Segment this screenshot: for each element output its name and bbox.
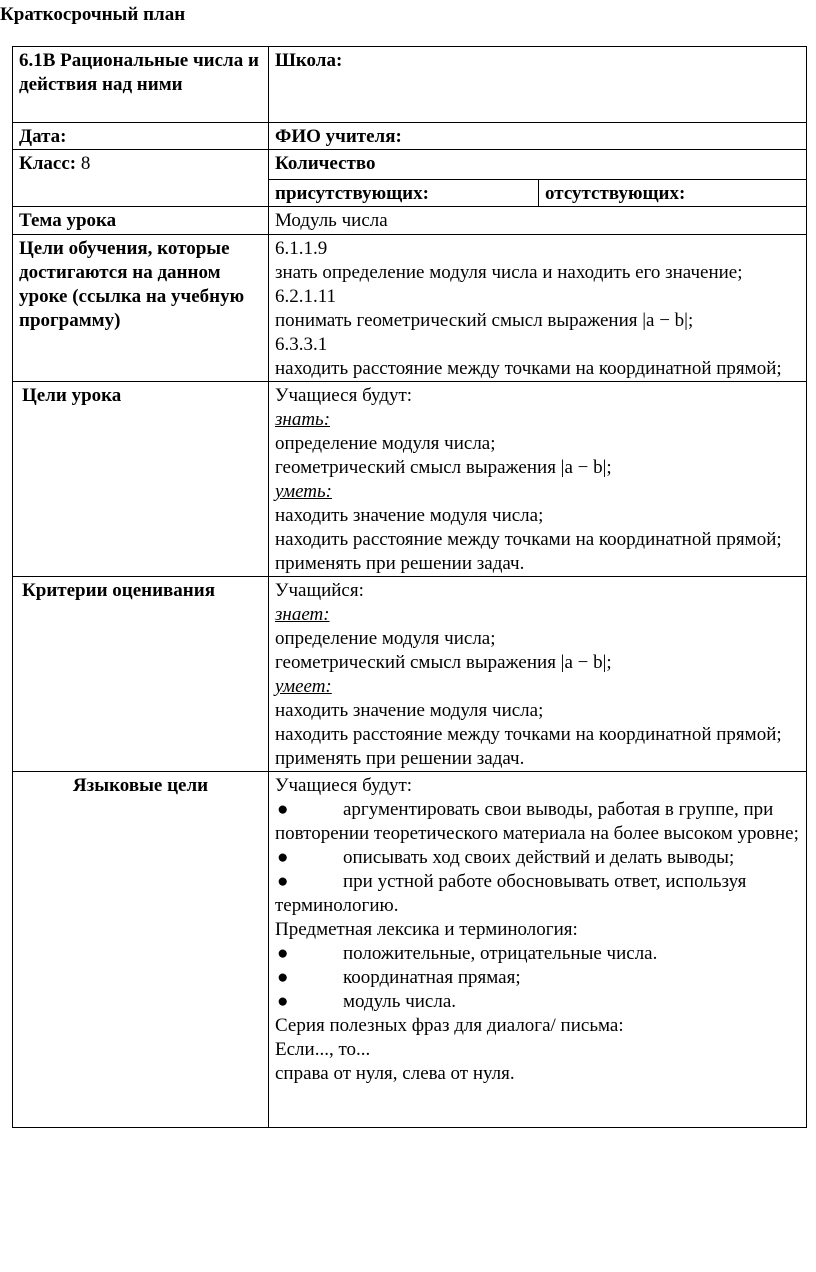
bullet-item: ● аргументировать свои выводы, работая в группе, при повторении теоретического материала на более высоком уровне; [275, 799, 799, 844]
phrases-heading: Серия полезных фраз для диалога/ письма: [275, 1015, 624, 1036]
criteria-label: Критерии оценивания [13, 577, 269, 772]
school-label: Школа: [269, 47, 807, 123]
absent-label: отсутствующих: [539, 180, 807, 207]
criteria-row [13, 577, 807, 772]
bullet-icon: ● [277, 871, 289, 892]
can-heading: уметь: [275, 481, 332, 502]
can-heading: умеет: [275, 676, 332, 697]
bullet-icon: ● [277, 847, 289, 868]
phrase-item: справа от нуля, слева от нуля. [275, 1063, 515, 1084]
header-row-section [13, 47, 807, 123]
document-title: Краткосрочный план [0, 4, 186, 25]
objectives-content [269, 235, 807, 382]
topic-row [13, 207, 807, 235]
goal-item: находить расстояние между точками на координатной прямой; [275, 529, 782, 550]
teacher-label: ФИО учителя: [269, 123, 807, 150]
topic-value: Модуль числа [269, 207, 807, 235]
goal-item: определение модуля числа; [275, 433, 496, 454]
criteria-item: определение модуля числа; [275, 628, 496, 649]
knows-heading: знает: [275, 604, 330, 625]
vocab-heading: Предметная лексика и терминология: [275, 919, 578, 940]
objective-text: находить расстояние между точками на координатной прямой; [275, 358, 782, 379]
criteria-item: находить расстояние между точками на координатной прямой; [275, 724, 782, 745]
goals-intro: Учащиеся будут: [275, 385, 413, 406]
bullet-icon: ● [277, 799, 289, 820]
objective-code: 6.2.1.11 [275, 286, 337, 307]
objective-code: 6.3.3.1 [275, 334, 328, 355]
topic-label: Тема урока [13, 207, 269, 235]
lesson-goals-label: Цели урока [13, 382, 269, 577]
bullet-icon: ● [277, 943, 289, 964]
vocab-item: ● модуль числа. [277, 991, 457, 1012]
language-intro: Учащиеся будут: [275, 775, 413, 796]
goal-item: находить значение модуля числа; [275, 505, 544, 526]
language-label: Языковые цели [13, 772, 269, 1128]
vocab-item: ● координатная прямая; [277, 967, 521, 988]
objective-text: понимать геометрический смысл выражения |a − b|; [275, 310, 694, 331]
criteria-item: находить значение модуля числа; [275, 700, 544, 721]
language-row [13, 772, 807, 1128]
objective-text: знать определение модуля числа и находить его значение; [275, 262, 743, 283]
count-label: Количество [269, 150, 807, 180]
class-cell [13, 150, 269, 207]
language-content [269, 772, 807, 1128]
bullet-item: ● при устной работе обосновывать ответ, используя терминологию. [275, 871, 747, 916]
present-label: присутствующих: [269, 180, 539, 207]
criteria-item: применять при решении задач. [275, 748, 525, 769]
objective-code: 6.1.1.9 [275, 238, 328, 259]
goal-item: геометрический смысл выражения |a − b|; [275, 457, 612, 478]
bullet-item: ● описывать ход своих действий и делать выводы; [277, 847, 735, 868]
header-row-class [13, 150, 807, 180]
know-heading: знать: [275, 409, 331, 430]
section-cell: 6.1В Рациональные числа и действия над ними [13, 47, 269, 123]
criteria-intro: Учащийся: [275, 580, 364, 601]
lesson-plan-table [12, 46, 807, 1128]
vocab-item: ● положительные, отрицательные числа. [277, 943, 658, 964]
criteria-item: геометрический смысл выражения |a − b|; [275, 652, 612, 673]
class-value: 8 [80, 153, 91, 174]
class-label: Класс: [19, 153, 77, 174]
bullet-icon: ● [277, 991, 289, 1012]
criteria-content [269, 577, 807, 772]
objectives-row [13, 235, 807, 382]
header-row-date [13, 123, 807, 150]
objectives-label: Цели обучения, которые достигаются на данном уроке (ссылка на учебную программу) [13, 235, 269, 382]
lesson-goals-content [269, 382, 807, 577]
phrase-item: Если..., то... [275, 1039, 371, 1060]
lesson-goals-row [13, 382, 807, 577]
date-label: Дата: [13, 123, 269, 150]
bullet-icon: ● [277, 967, 289, 988]
goal-item: применять при решении задач. [275, 553, 525, 574]
